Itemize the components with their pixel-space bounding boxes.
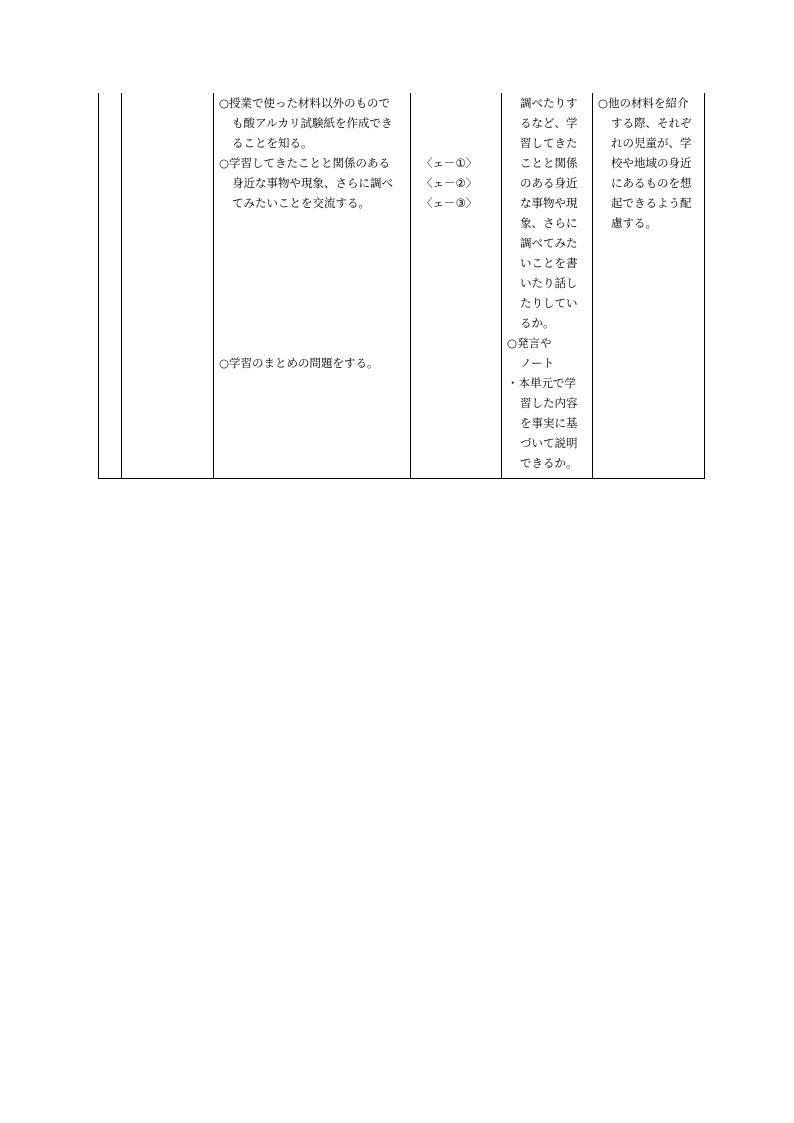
support-line: 起できるよう配 (611, 196, 692, 210)
support-line: れの児童が、学 (611, 136, 692, 150)
evaluation-method: ノート (520, 356, 555, 370)
activity-line: てみたいことを交流する。 (232, 196, 370, 210)
evaluation-line: できるか。 (520, 456, 578, 470)
support-line: 慮する。 (611, 216, 657, 230)
evaluation-line: 調べたりす (520, 96, 578, 110)
activity-line: も酸アルカリ試験紙を作成でき (232, 116, 393, 130)
activity-line: 身近な事物や現象、さらに調べ (232, 176, 393, 190)
activity-line: ○学習してきたことと関係のある (219, 156, 391, 170)
evaluation-line: 調べてみた (520, 236, 578, 250)
evaluation-line: ・本単元で学 (507, 376, 576, 390)
evaluation-line: 習してきた (520, 136, 578, 150)
criteria-ref: 〈ェ－②〉 (421, 176, 478, 190)
table-column-divider (592, 93, 593, 478)
support-line: ○他の材料を紹介 (598, 96, 689, 110)
activity-line: ることを知る。 (232, 136, 313, 150)
table-border-left (98, 93, 99, 478)
evaluation-line: たりしてい (520, 296, 578, 310)
support-line: にあるものを想 (611, 176, 692, 190)
support-cell (598, 93, 692, 233)
support-line: する際、それぞ (611, 116, 692, 130)
table-column-divider (213, 93, 214, 478)
evaluation-cell (507, 93, 578, 473)
criteria-ref: 〈ェ－③〉 (421, 196, 478, 210)
criteria-ref: 〈ェ－①〉 (421, 156, 478, 170)
evaluation-line: な事物や現 (520, 196, 578, 210)
criteria-cell (421, 93, 477, 213)
table-border-right (704, 93, 705, 478)
evaluation-line: るなど、学 (520, 116, 578, 130)
activity-line: ○授業で使った材料以外のもので (219, 96, 391, 110)
evaluation-line: 象、さらに (520, 216, 578, 230)
evaluation-line: ことと関係 (520, 156, 578, 170)
support-line: 校や地域の身近 (611, 156, 692, 170)
evaluation-line: るか。 (520, 316, 555, 330)
lesson-plan-table (98, 93, 705, 479)
activity-line: ○学習のまとめの問題をする。 (219, 356, 379, 370)
evaluation-line: を事実に基 (520, 416, 578, 430)
table-column-divider (121, 93, 122, 478)
table-column-divider (501, 93, 502, 478)
evaluation-method: ○発言や (507, 336, 552, 350)
evaluation-line: のある身近 (520, 176, 578, 190)
table-column-divider (410, 93, 411, 478)
evaluation-line: いことを書 (520, 256, 578, 270)
evaluation-line: づいて説明 (520, 436, 578, 450)
learning-activities-cell (219, 93, 393, 373)
evaluation-line: 習した内容 (520, 396, 578, 410)
evaluation-line: いたり話し (520, 276, 578, 290)
